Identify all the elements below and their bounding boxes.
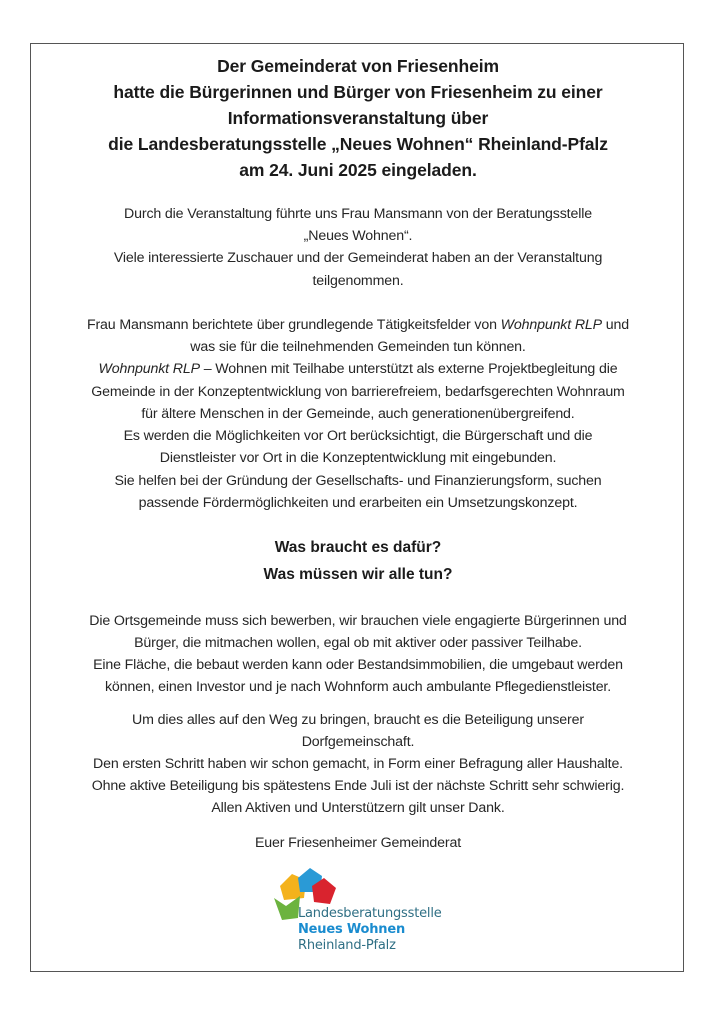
title-line: die Landesberatungsstelle „Neues Wohnen“ Rheinland-Pfalz xyxy=(108,134,608,154)
signature: Euer Friesenheimer Gemeinderat xyxy=(254,835,462,851)
intro-line: teilgenommen. xyxy=(312,273,404,289)
title-line: Informationsveranstaltung über xyxy=(227,108,489,128)
logo-text-line2: Neues Wohnen xyxy=(298,922,406,937)
report-text: – Wohnen mit Teilhabe unterstützt als externe Projektbegleitung die xyxy=(199,361,618,377)
report-line xyxy=(30,361,686,377)
closing-line: Den ersten Schritt haben wir schon gemacht, in Form einer Befragung aller Haushalte. xyxy=(93,756,623,772)
title-line: hatte die Bürgerinnen und Bürger von Friesenheim zu einer xyxy=(113,82,603,102)
closing-line: Allen Aktiven und Unterstützern gilt unser Dank. xyxy=(211,800,505,816)
requirements-line: Bürger, die mitmachen wollen, egal ob mit aktiver oder passiver Teilhabe. xyxy=(134,635,582,651)
report-line: was sie für die teilnehmenden Gemeinden tun können. xyxy=(190,339,526,355)
report-line: Gemeinde in der Konzeptentwicklung von barrierefreiem, bedarfsgerechten Wohnraum xyxy=(91,384,625,400)
requirements-line: können, einen Investor und je nach Wohnform auch ambulante Pflegedienstleister. xyxy=(104,679,612,695)
intro-line: Viele interessierte Zuschauer und der Gemeinderat haben an der Veranstaltung xyxy=(113,250,603,266)
intro-line: Durch die Veranstaltung führte uns Frau Mansmann von der Beratungsstelle xyxy=(124,206,592,222)
logo-text-line1: Landesberatungsstelle xyxy=(298,906,442,921)
question-heading: Was braucht es dafür? xyxy=(274,539,442,556)
closing-line: Ohne aktive Beteiligung bis spätestens Ende Juli ist der nächste Schritt sehr schwierig. xyxy=(91,778,625,794)
report-text: Frau Mansmann berichtete über grundlegende Tätigkeitsfelder von xyxy=(86,317,501,333)
requirements-line: Die Ortsgemeinde muss sich bewerben, wir brauchen viele engagierte Bürgerinnen und xyxy=(89,613,627,629)
logo-text-line3: Rheinland-Pfalz xyxy=(298,938,396,953)
report-text: und xyxy=(602,317,630,333)
report-line: Es werden die Möglichkeiten vor Ort berücksichtigt, die Bürgerschaft und die xyxy=(123,428,593,444)
report-line: passende Fördermöglichkeiten und erarbeiten ein Umsetzungskonzept. xyxy=(138,495,578,511)
report-line: Dienstleister vor Ort in die Konzeptentwicklung mit eingebunden. xyxy=(159,450,557,466)
wohnpunkt-name: Wohnpunkt RLP xyxy=(98,361,200,377)
report-line xyxy=(30,317,686,333)
report-line: Sie helfen bei der Gründung der Gesellschafts- und Finanzierungsform, suchen xyxy=(114,473,602,489)
requirements-line: Eine Fläche, die bebaut werden kann oder Bestandsimmobilien, die umgebaut werden xyxy=(93,657,623,673)
report-line: für ältere Menschen in der Gemeinde, auch generationenübergreifend. xyxy=(141,406,575,422)
wohnpunkt-name: Wohnpunkt RLP xyxy=(500,317,602,333)
question-heading: Was müssen wir alle tun? xyxy=(263,566,453,583)
title-line: Der Gemeinderat von Friesenheim xyxy=(217,56,499,76)
intro-line: „Neues Wohnen“. xyxy=(303,228,413,244)
closing-line: Dorfgemeinschaft. xyxy=(301,734,415,750)
closing-line: Um dies alles auf den Weg zu bringen, braucht es die Beteiligung unserer xyxy=(132,712,584,728)
title-line: am 24. Juni 2025 eingeladen. xyxy=(239,160,477,180)
